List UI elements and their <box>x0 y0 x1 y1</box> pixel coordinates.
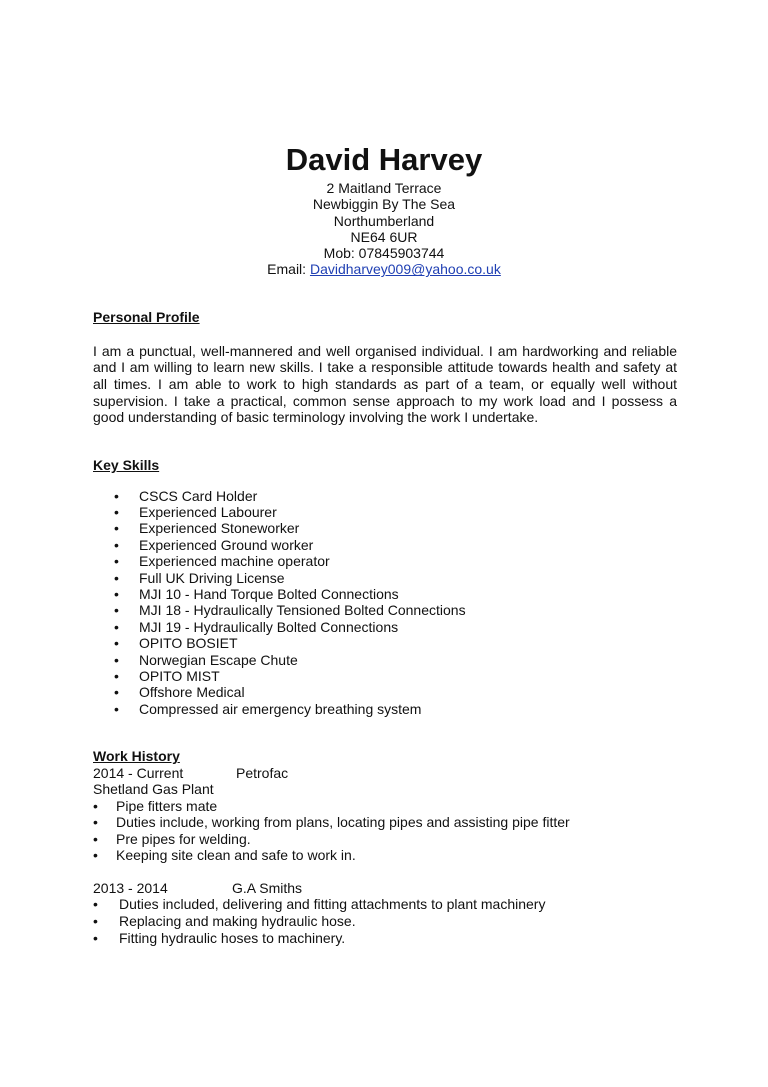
job-header <box>93 765 693 782</box>
list-item: • Norwegian Escape Chute <box>93 652 693 668</box>
list-item: • Fitting hydraulic hoses to machinery. <box>93 930 693 947</box>
list-item: • Offshore Medical <box>93 684 693 700</box>
section-heading-profile: Personal Profile <box>93 309 200 325</box>
contact-block <box>0 180 768 278</box>
list-item: • Replacing and making hydraulic hose. <box>93 913 693 930</box>
mobile-number: Mob: 07845903744 <box>323 245 445 262</box>
list-item: • Experienced Labourer <box>93 504 693 520</box>
job-header <box>93 880 693 897</box>
job-company: G.A Smiths <box>232 879 303 896</box>
address-line: Newbiggin By The Sea <box>312 196 456 213</box>
list-item: • Experienced Ground worker <box>93 537 693 553</box>
section-heading-work: Work History <box>93 748 180 764</box>
section-heading-skills: Key Skills <box>93 457 160 473</box>
address-line: NE64 6UR <box>350 228 418 245</box>
address-line: 2 Maitland Terrace <box>326 180 442 196</box>
email-label: Email: <box>267 261 310 278</box>
skills-list <box>93 488 693 718</box>
list-item: • Duties include, working from plans, locating pipes and assisting pipe fitter <box>93 814 693 831</box>
list-item: • MJI 19 - Hydraulically Bolted Connections <box>93 619 693 635</box>
candidate-name: David Harvey <box>285 142 483 177</box>
list-item: • Keeping site clean and safe to work in. <box>93 847 693 864</box>
list-item: • Pipe fitters mate <box>93 798 693 815</box>
list-item: • MJI 18 - Hydraulically Tensioned Bolted Connections <box>93 602 693 618</box>
job-dates: 2013 - 2014 <box>93 879 168 896</box>
work-history-section <box>93 748 693 946</box>
personal-profile-section <box>93 309 693 426</box>
profile-text: I am a punctual, well-mannered and well organised individual. I am hardworking and reliable and I am willing to learn new skills. I take a responsible attitude towards health and safety at all times. I am able to work to high standards as part of a team, or equally well without supervision. I take a practical, common sense approach to my work load and I possess a good understanding of basic terminology involving the work I undertake. <box>93 342 677 426</box>
key-skills-section <box>93 457 693 717</box>
list-item: • OPITO BOSIET <box>93 635 693 651</box>
list-item: • Compressed air emergency breathing system <box>93 701 693 717</box>
list-item: • CSCS Card Holder <box>93 488 693 504</box>
list-item: • Experienced Stoneworker <box>93 520 693 536</box>
list-item: • Full UK Driving License <box>93 570 693 586</box>
list-item: • Pre pipes for welding. <box>93 831 693 848</box>
duties-list <box>93 798 693 864</box>
job-location: Shetland Gas Plant <box>93 781 214 797</box>
list-item: • Duties included, delivering and fitting attachments to plant machinery <box>93 896 693 913</box>
list-item: • OPITO MIST <box>93 668 693 684</box>
email-link[interactable]: Davidharvey009@yahoo.co.uk <box>309 261 501 278</box>
job-company: Petrofac <box>236 764 289 781</box>
email-line <box>0 261 768 277</box>
job-dates: 2014 - Current <box>93 764 184 781</box>
list-item: • MJI 10 - Hand Torque Bolted Connections <box>93 586 693 602</box>
duties-list <box>93 896 693 946</box>
address-line: Northumberland <box>333 212 435 229</box>
list-item: • Experienced machine operator <box>93 553 693 569</box>
